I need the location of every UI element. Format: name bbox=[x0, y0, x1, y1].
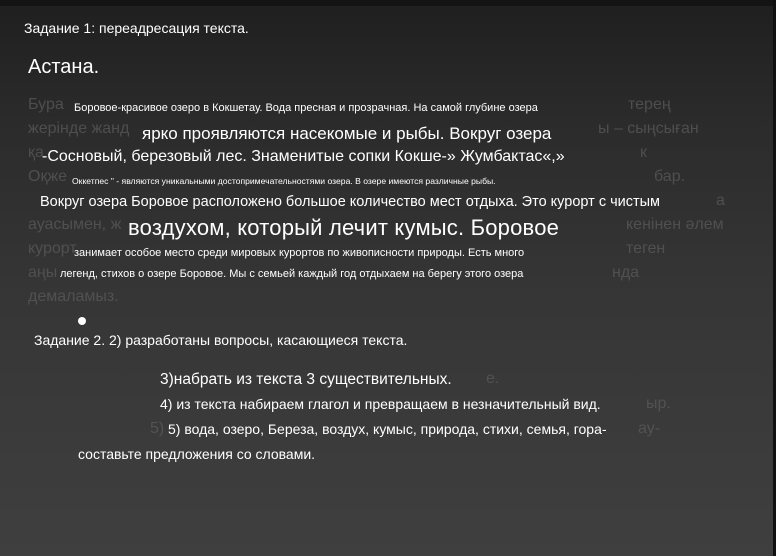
bullet-dot bbox=[78, 317, 86, 325]
question-6: составьте предложения со словами. bbox=[78, 446, 316, 462]
paragraph-line: -Сосновый, березовый лес. Знаменитые сопки Кокше-» Жумбактас«,» bbox=[42, 148, 565, 165]
task1-title: Задание 1: переадресация текста. bbox=[24, 20, 249, 36]
paragraph-line: воздухом, который лечит кумыс. Боровое bbox=[128, 215, 560, 240]
ghost-text: терең bbox=[628, 96, 671, 113]
ghost-text: к bbox=[640, 144, 647, 161]
paragraph-line: ярко проявляются насекомые и рыбы. Вокруг озера bbox=[142, 124, 552, 143]
ghost-text: ы – сыңсыған bbox=[598, 120, 699, 137]
question-4: 4) из текста набираем глагол и превращаем в незначительный вид. bbox=[160, 396, 601, 412]
ghost-text: Оқже bbox=[28, 168, 68, 185]
ghost-text: кенінен әлем bbox=[626, 216, 724, 233]
ghost-text: жерінде жанд bbox=[28, 120, 130, 137]
ghost-text: аңы bbox=[28, 264, 58, 281]
ghost-text: Бура bbox=[28, 96, 64, 113]
paragraph-line: Вокруг озера Боровое расположено большое количество мест отдыха. Это курорт с чистым bbox=[40, 194, 661, 210]
ghost-text: бар. bbox=[654, 168, 686, 185]
ghost-text: демаламыз. bbox=[28, 288, 119, 305]
ghost-text: курорт bbox=[28, 240, 77, 257]
top-frame-edge bbox=[0, 0, 776, 6]
ghost-text: ыр. bbox=[646, 395, 671, 412]
paragraph-line: занимает особое место среди мировых курортов по живописности природы. Есть много bbox=[74, 247, 525, 259]
ghost-text: 5) bbox=[150, 420, 165, 437]
paragraph-line: легенд, стихов о озере Боровое. Мы с семьей каждый год отдыхаем на берегу этого озера bbox=[60, 268, 524, 280]
paragraph-line: Оккетпес " - являются уникальными достопримечательностями озера. В озере имеются различные рыбы. bbox=[72, 176, 496, 186]
ghost-text: нда bbox=[612, 264, 640, 281]
question-5: 5) вода, озеро, Береза, воздух, кумыс, природа, стихи, семья, гора- bbox=[168, 421, 607, 437]
task2-title: Задание 2. 2) разработаны вопросы, касающиеся текста. bbox=[34, 332, 408, 348]
ghost-text: ау- bbox=[638, 420, 661, 437]
question-3: 3)набрать из текста 3 существительных. bbox=[160, 371, 452, 388]
paragraph-line: Боровое-красивое озеро в Кокшетау. Вода пресная и прозрачная. На самой глубине озера bbox=[74, 102, 538, 114]
city-title: Астана. bbox=[28, 56, 100, 78]
ghost-text: теген bbox=[626, 240, 666, 257]
ghost-text: е. bbox=[486, 370, 500, 387]
ghost-text: ауасымен, ж bbox=[28, 216, 122, 233]
ghost-text: а bbox=[716, 192, 725, 209]
ghost-text: қа bbox=[28, 144, 44, 161]
